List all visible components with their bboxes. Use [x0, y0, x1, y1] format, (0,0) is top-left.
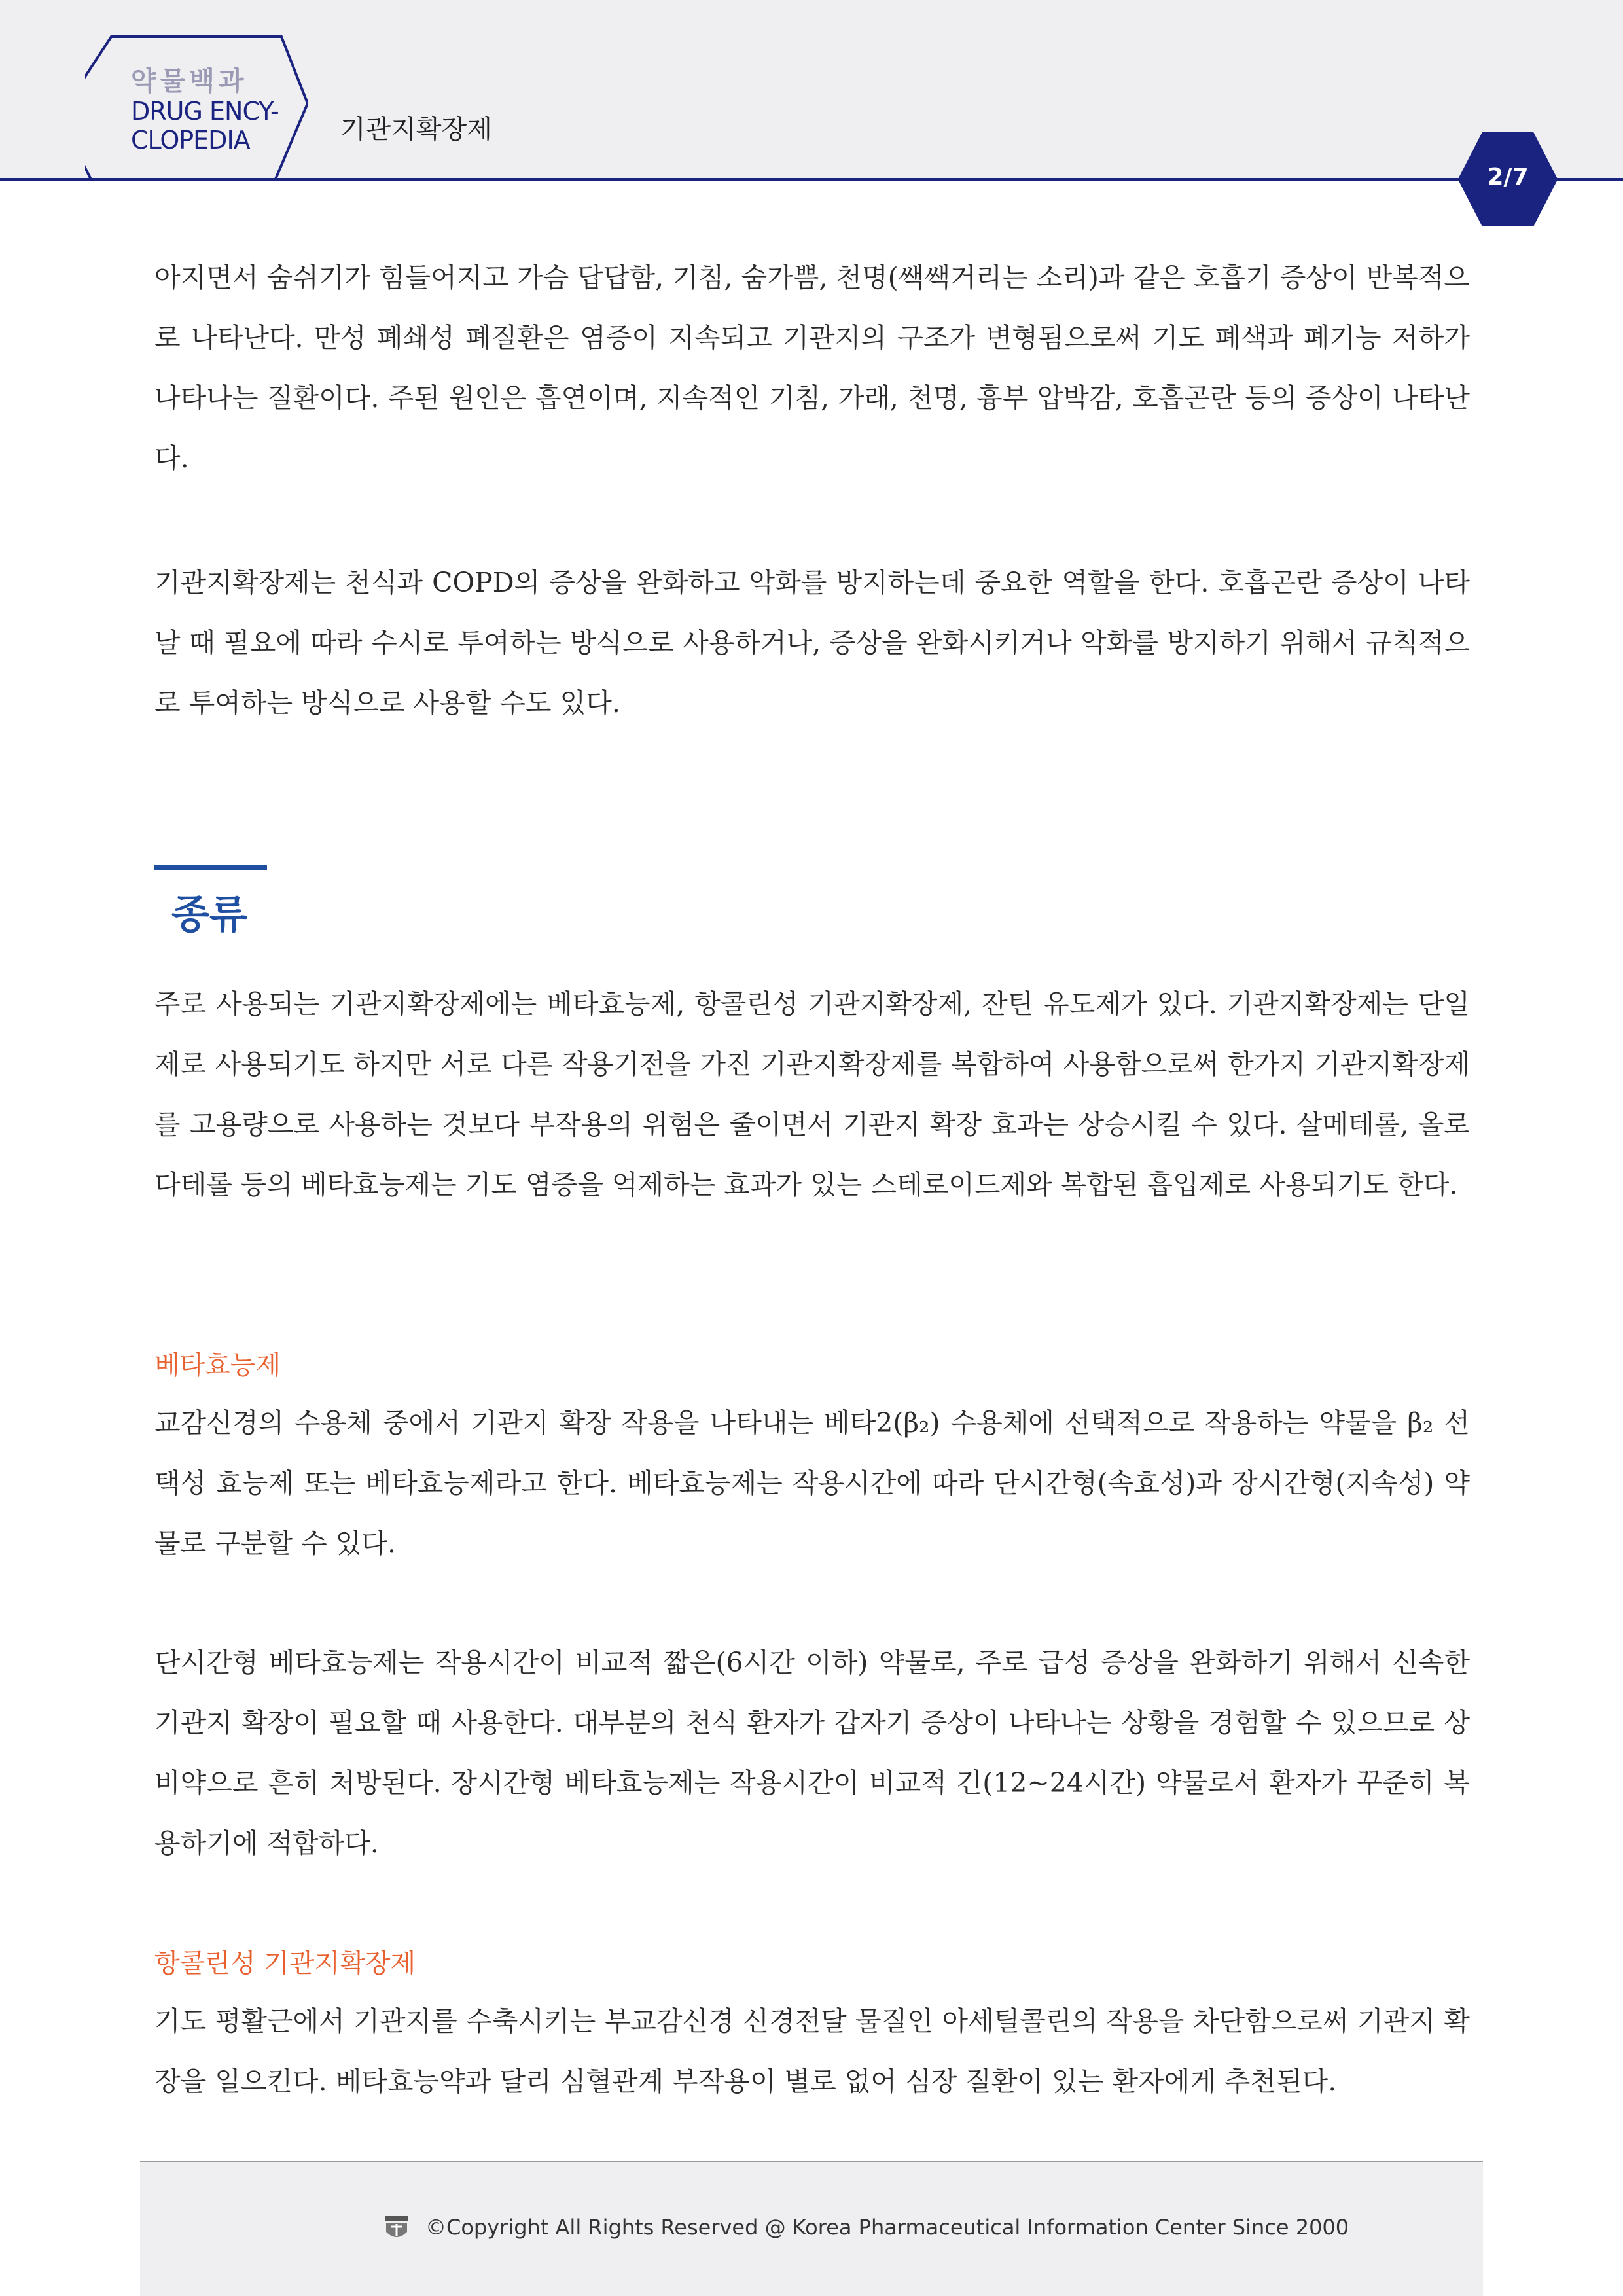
intro-paragraph-1: 아지면서 숨쉬기가 힘들어지고 가슴 답답함, 기침, 숨가쁨, 천명(쌕쌕거리는 소리)과 같은 호흡기 증상이 반복적으로 나타난다. 만성 폐쇄성 폐질환은 염증이 지속되고 기관지의 구조가 변형됨으로써 기도 폐색과 폐기능 저하가 나타나는 질환이다. 주된 원인은 흡연이며, 지속적인 기침, 가래, 천명, 흉부 압박감, 호흡곤란 등의 증상이 나타난다.: [154, 262, 1470, 474]
page-indicator: 2/7: [1487, 164, 1529, 190]
section-accent-bar: [154, 865, 267, 870]
subhead-anticholinergic: 항콜린성 기관지확장제: [154, 1948, 416, 1979]
subhead-beta-agonist: 베타효능제: [154, 1350, 281, 1380]
intro-paragraph-2: 기관지확장제는 천식과 COPD의 증상을 완화하고 악화를 방지하는데 중요한 역할을 한다. 호흡곤란 증상이 나타날 때 필요에 따라 수시로 투여하는 방식으로 사용하거나, 증상을 완화시키거나 악화를 방지하기 위해서 규칙적으로 투여하는 방식으로 사용할 수도 있다.: [154, 567, 1470, 719]
logo-korean: 약물백과: [131, 66, 248, 96]
beta-paragraph-1: 교감신경의 수용체 중에서 기관지 확장 작용을 나타내는 베타2(β₂) 수용체에 선택적으로 작용하는 약물을 β₂ 선택성 효능제 또는 베타효능제라고 한다. 베타효능제는 작용시간에 따라 단시간형(속효성)과 장시간형(지속성) 약물로 구분할 수 있다.: [154, 1407, 1470, 1559]
section-title: 종류: [171, 892, 247, 938]
logo-english-line2: CLOPEDIA: [131, 126, 250, 154]
beta-paragraph-2: 단시간형 베타효능제는 작용시간이 비교적 짧은(6시간 이하) 약물로, 주로 급성 증상을 완화하기 위해서 신속한 기관지 확장이 필요할 때 사용한다. 대부분의 천식 환자가 갑자기 증상이 나타나는 상황을 경험할 수 있으므로 상비약으로 흔히 처방된다. 장시간형 베타효능제는 작용시간이 비교적 긴(12~24시간) 약물로서 환자가 꾸준히 복용하기에 적합하다.: [154, 1647, 1470, 1859]
logo: [131, 65, 288, 154]
document-title: 기관지확장제: [340, 115, 492, 145]
shield-emblem-icon: [382, 2214, 411, 2242]
logo-english-line1: DRUG ENCY-: [131, 97, 279, 126]
copyright-notice: ©Copyright All Rights Reserved @ Korea Pharmaceutical Information Center Since 2000: [425, 2215, 1349, 2240]
anticholinergic-paragraph: 기도 평활근에서 기관지를 수축시키는 부교감신경 신경전달 물질인 아세틸콜린의 작용을 차단함으로써 기관지 확장을 일으킨다. 베타효능약과 달리 심혈관계 부작용이 별로 없어 심장 질환이 있는 환자에게 추천된다.: [154, 2005, 1470, 2097]
types-paragraph: 주로 사용되는 기관지확장제에는 베타효능제, 항콜린성 기관지확장제, 잔틴 유도제가 있다. 기관지확장제는 단일제로 사용되기도 하지만 서로 다른 작용기전을 가진 기관지확장제를 복합하여 사용함으로써 한가지 기관지확장제를 고용량으로 사용하는 것보다 부작용의 위험은 줄이면서 기관지 확장 효과는 상승시킬 수 있다. 살메테롤, 올로다테롤 등의 베타효능제는 기도 염증을 억제하는 효과가 있는 스테로이드제와 복합된 흡입제로 사용되기도 한다.: [154, 988, 1470, 1200]
